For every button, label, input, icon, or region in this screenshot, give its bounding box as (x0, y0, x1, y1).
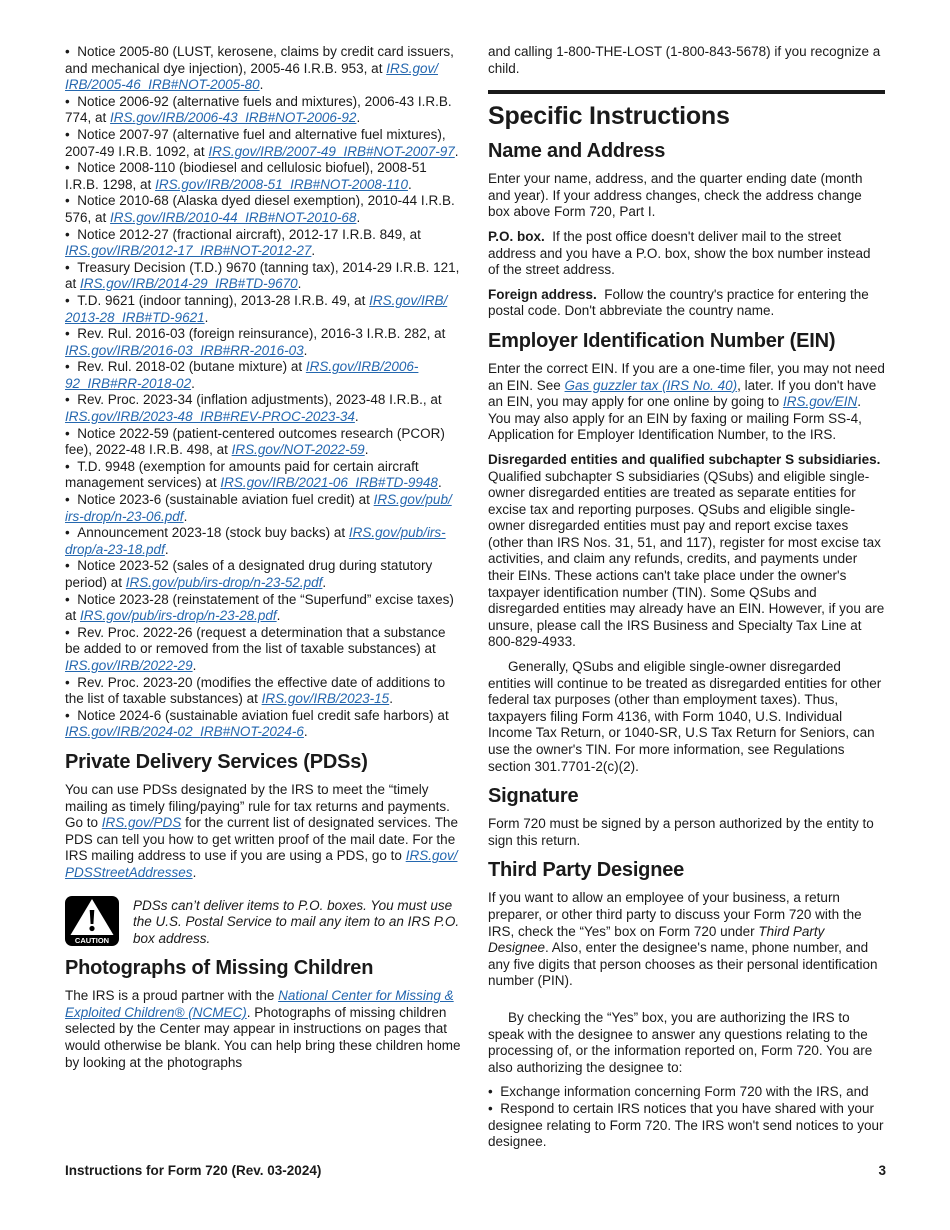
text-segment: . (303, 342, 308, 358)
text-segment: Notice 2010-68 (Alaska dyed diesel exemption), 2010-44 I.R.B. 576, at (65, 193, 455, 225)
page-footer (65, 1163, 886, 1180)
text-segment: . (303, 724, 308, 740)
inline-link[interactable]: IRS.gov/​PDSStreetAddresses (65, 848, 458, 880)
text-segment: . (311, 243, 316, 259)
inline-link[interactable]: IRS.gov/​pub/​irs-drop/​n-23-06.pdf (65, 492, 452, 524)
text-segment: Notice 2006-92 (alternative fuels and mixtures), 2006-43 I.R.B. 774, at (65, 93, 452, 126)
list-item (65, 94, 462, 127)
list-item (65, 492, 462, 525)
text-segment: Notice 2023-52 (sales of a designated drug during statutory period) at (65, 558, 433, 590)
inline-link[interactable]: IRS.gov/​IRB/​2013-28_IRB#TD-9621 (65, 292, 448, 325)
list-item (65, 227, 462, 260)
text-segment: Notice 2022-59 (patient-centered outcomes research (PCOR) fee), 2022-48 I.R.B. 498, at (65, 425, 445, 458)
inline-link[interactable]: IRS.gov/​pub/​irs-drop/​a-23-18.pdf (65, 525, 446, 557)
list-item (65, 459, 462, 492)
text-segment: . (192, 864, 197, 880)
section-heading-name-address: Name and Address (488, 140, 666, 163)
text-segment: Notice 2012-27 (fractional aircraft), 2012-17 I.R.B. 849, at (77, 226, 421, 242)
inline-link[interactable]: IRS.gov/​IRB/​2022-29 (65, 657, 193, 673)
paragraph-signature: Form 720 must be signed by a person authorized by the entity to sign this return. (488, 816, 874, 848)
text-segment: If the post office doesn't deliver mail to the street address and you have a P.O. box, show the box number instead of the street address. (488, 228, 871, 278)
text-segment: . Also, enter the designee's name, phone number, and any five digits that person chooses as their personal identification number (PIN). (488, 940, 878, 989)
list-item (65, 193, 462, 226)
paragraph-ein-1 (488, 361, 885, 444)
list-item (65, 708, 462, 741)
caution-icon (65, 896, 119, 946)
inline-link[interactable]: National Center for Missing & Exploited Children® (NCMEC) (65, 988, 454, 1020)
text-segment: Follow the country's practice for entering the postal code. Don't abbreviate the country name. (488, 286, 869, 319)
list-item (65, 359, 462, 392)
text-segment: Rev. Proc. 2023-20 (modifies the effective date of additions to the list of taxable substances) at (65, 674, 446, 707)
text-segment: If you want to allow an employee of your business, a return preparer, or other third party to discuss your Form 720 with the IRS, check the “Yes” box on Form 720 under (488, 890, 862, 939)
text-segment: . (192, 657, 197, 673)
inline-link[interactable]: IRS.gov/​IRB/​2023-48_IRB#REV-PROC-2023-34 (65, 409, 355, 425)
text-segment: . (297, 276, 302, 292)
text-segment: Disregarded entities and qualified subchapter S subsidiaries. (488, 451, 881, 467)
paragraph-third-party-1 (488, 890, 885, 990)
paragraph-ein-generally: Generally, QSubs and eligible single-owner disregarded entities will continue to be treated as disregarded entities for other federal tax purposes (other than employment taxes). Thus, taxpayers filing Form 4136, with Form 1040, U.S. Individual Income Tax Return, or 1040-SR, U.S Tax Return for Seniors, can use the owner's TIN. For more information, see Regulations section 301.7701-2(c)(2). (488, 659, 882, 774)
inline-link[interactable]: IRS.gov/​IRB/​2023-15 (261, 691, 390, 707)
text-segment: for the current list of designated services. The PDS can tell you how to get written proof of the mail date. For the IRS mailing address to use if you are using a PDS, go to (65, 815, 458, 864)
text-segment: Enter the correct EIN. If you are a one-time filer, you may not need an EIN. See (488, 360, 885, 393)
inline-link[interactable]: IRS.gov/​IRB/​2005-46_IRB#NOT-2005-80 (65, 60, 438, 93)
list-item (65, 592, 462, 625)
paragraph-intro-continuation: and calling 1-800-THE-LOST (1-800-843-5678) if you recognize a child. (488, 44, 881, 76)
list-item (65, 426, 462, 459)
text-segment: . (204, 309, 209, 325)
text-segment: Respond to certain IRS notices that you have shared with your designee relating to Form 720. The IRS won't send notices to your designee. (488, 1100, 884, 1150)
inline-link[interactable]: IRS.gov/​pub/​irs-drop/​n-23-52.pdf (125, 575, 323, 590)
section-heading-third-party: Third Party Designee (488, 859, 685, 882)
inline-link[interactable]: IRS.gov/​IRB/​2014-29_IRB#TD-9670 (80, 276, 298, 292)
section-heading-ein: Employer Identification Number (EIN) (488, 329, 836, 352)
text-segment: P.O. box. (488, 228, 545, 244)
text-segment: . (276, 608, 281, 624)
inline-link[interactable]: IRS.gov/​IRB/​2021-06_IRB#TD-9948 (220, 475, 438, 491)
inline-link[interactable]: IRS.gov/​PDS (101, 815, 182, 831)
paragraph-foreign-address (488, 287, 885, 320)
paragraph-photographs (65, 988, 462, 1071)
inline-link[interactable]: IRS.gov/​IRB/​2008-51_IRB#NOT-2008-110 (155, 176, 408, 192)
inline-link[interactable]: IRS.gov/​IRB/​2006-43_IRB#NOT-2006-92 (110, 110, 357, 126)
text-segment: T.D. 9621 (indoor tanning), 2013-28 I.R.B. 49, at (77, 292, 370, 308)
text-segment: Third Party Designee (488, 923, 825, 956)
reference-bullet-list (65, 44, 462, 741)
inline-link[interactable]: IRS.gov/​EIN (782, 394, 858, 410)
text-segment: Rev. Rul. 2016-03 (foreign reinsurance), 2016-3 I.R.B. 282, at (77, 326, 446, 342)
text-segment: Rev. Proc. 2022-26 (request a determination that a substance be added to or removed from the list of taxable substances) at (65, 624, 446, 657)
text-segment: You can use PDSs designated by the IRS to meet the “timely mailing as timely filing/paying” rule for tax returns and payments. Go to (65, 781, 450, 831)
inline-link[interactable]: IRS.gov/​IRB/​2006-92_IRB#RR-2018-02 (65, 359, 419, 391)
inline-link[interactable]: IRS.gov/​IRB/​2024-02_IRB#NOT-2024-6 (65, 724, 304, 740)
right-column (488, 44, 885, 1151)
inline-link[interactable]: IRS.gov/​NOT-2022-59 (231, 442, 365, 458)
text-segment: . (407, 176, 412, 192)
caution-text: PDSs can’t deliver items to P.O. boxes. You must use the U.S. Postal Service to mail any item to an IRS P.O. box address. (133, 897, 460, 946)
list-item (65, 675, 462, 708)
text-segment: Notice 2005-80 (LUST, kerosene, claims by credit card issuers, and mechanical dye injection), 2005-46 I.R.B. 953, at (65, 44, 454, 76)
text-segment: Rev. Proc. 2023-34 (inflation adjustments), 2023-48 I.R.B., at (77, 392, 442, 408)
text-segment: . (259, 77, 264, 93)
left-column (65, 44, 462, 1079)
caution-note (65, 896, 462, 948)
text-segment: Notice 2008-110 (biodiesel and cellulosic biofuel), 2008-51 I.R.B. 1298, at (65, 160, 427, 192)
text-segment: . (356, 110, 361, 126)
list-item (488, 1101, 885, 1151)
list-item (65, 293, 462, 326)
list-item (65, 44, 462, 94)
list-item (65, 160, 462, 193)
footer-title: Instructions for Form 720 (Rev. 03-2024) (65, 1163, 322, 1178)
footer-page-number: 3 (878, 1163, 886, 1178)
text-segment: Qualified subchapter S subsidiaries (QSubs) and eligible single-owner disregarded entities are treated as separate entities for excise tax and reporting purposes. QSubs and eligible single-owner disregarded entities must pay and report excise taxes (other than IRS Nos. 31, 51, and 117), register for most excise tax activities, and claim any refunds, credits, and payments under their EINs. These actions can't take place under the owner's taxpayer identification number (TIN). Some QSubs and disregarded entities may already have an EIN. However, if you are unsure, please call the IRS Business and Specialty Tax Line at 800-829-4933. (488, 451, 885, 650)
text-segment: . (354, 409, 359, 425)
text-segment: . (454, 143, 459, 159)
text-segment: , later. If you don't have an EIN, you may apply for one online by going to (488, 377, 877, 410)
text-segment: Notice 2007-97 (alternative fuel and alternative fuel mixtures), 2007-49 I.R.B. 1092, at (65, 126, 446, 159)
list-item (65, 625, 462, 675)
text-segment: . (183, 508, 188, 524)
text-segment: Exchange information concerning Form 720 with the IRS, and (500, 1084, 869, 1100)
text-segment: Foreign address. (488, 286, 597, 302)
content-columns (65, 44, 886, 1151)
inline-link[interactable]: IRS.gov/​IRB/​2012-17_IRB#NOT-2012-27 (65, 243, 312, 259)
text-segment: . (364, 442, 369, 458)
inline-link[interactable]: IRS.gov/​IRB/​2016-03_IRB#RR-2016-03 (65, 342, 304, 358)
text-segment: . (322, 575, 327, 590)
paragraph-ein-disregarded (488, 452, 885, 651)
caution-label: CAUTION (74, 935, 110, 945)
text-segment: Rev. Rul. 2018-02 (butane mixture) at (77, 359, 306, 375)
text-segment: . You may also apply for an EIN by faxing or mailing Form SS-4, Application for Employer Identification Number, to the IRS. (488, 394, 862, 443)
list-item (65, 558, 462, 591)
text-segment: . (437, 475, 442, 491)
text-segment: The IRS is a proud partner with the (65, 988, 279, 1004)
inline-link[interactable]: IRS.gov/​IRB/​2010-44_IRB#NOT-2010-68 (110, 209, 357, 225)
list-item (65, 525, 462, 558)
inline-link[interactable]: IRS.gov/​IRB/​2007-49_IRB#NOT-2007-97 (208, 143, 455, 159)
paragraph-po-box (488, 229, 885, 279)
section-heading-pds: Private Delivery Services (PDSs) (65, 750, 368, 773)
section-heading-signature: Signature (488, 785, 579, 808)
text-segment: . (389, 691, 393, 707)
text-segment: Treasury Decision (T.D.) 9670 (tanning tax), 2014-29 I.R.B. 121, at (65, 259, 460, 292)
section-divider (488, 90, 885, 94)
section-heading-photographs: Photographs of Missing Children (65, 957, 374, 980)
list-item (65, 127, 462, 160)
paragraph-name-address: Enter your name, address, and the quarter ending date (month and year). If your address changes, check the address change box above Form 720, Part I. (488, 171, 863, 220)
list-item (65, 326, 462, 359)
text-segment: Notice 2023-6 (sustainable aviation fuel credit) at (77, 492, 374, 508)
heading-specific-instructions: Specific Instructions (488, 102, 730, 131)
text-segment: T.D. 9948 (exemption for amounts paid for certain aircraft management services) at (65, 458, 419, 491)
text-segment: . (164, 541, 169, 557)
list-item (65, 392, 462, 425)
paragraph-pds (65, 782, 462, 882)
list-item (488, 1084, 885, 1101)
paragraph-third-party-2: By checking the “Yes” box, you are authorizing the IRS to speak with the designee to answer any questions relating to the processing of, or the information reported on, Form 720. You are also authorizing the designee to: (488, 1009, 873, 1075)
list-item (65, 260, 462, 293)
text-segment: . (191, 375, 195, 391)
text-segment: Announcement 2023-18 (stock buy backs) at (77, 525, 349, 541)
text-segment: . Photographs of missing children selected by the Center may appear in instructions on pages that would otherwise be blank. You can help bring these children home by looking at the photographs (65, 1004, 461, 1070)
inline-link[interactable]: Gas guzzler tax (IRS No. 40) (564, 377, 738, 393)
text-segment: Notice 2023-28 (reinstatement of the “Superfund” excise taxes) at (65, 591, 454, 624)
text-segment: . (356, 209, 361, 225)
inline-link[interactable]: IRS.gov/​pub/​irs-drop/​n-23-28.pdf (80, 608, 277, 624)
text-segment: Notice 2024-6 (sustainable aviation fuel credit safe harbors) at (77, 707, 449, 723)
